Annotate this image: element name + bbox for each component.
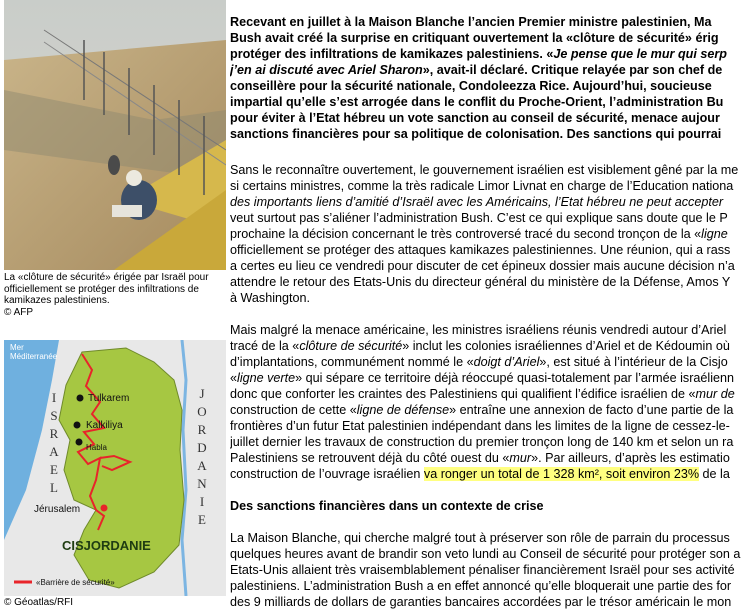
map-israel-letter: R (49, 426, 59, 441)
wall-construction-photo (4, 0, 226, 270)
map-jordan-letter: R (197, 422, 207, 437)
paragraph-line: officiellement se protéger des attaques kamikazes palestiniennes. Une réunion, qui a rass (230, 243, 731, 257)
map-city-habla: Habla (86, 443, 107, 452)
paragraph-line: à Washington. (230, 291, 311, 305)
map-legend-label: «Barrière de sécurité» (36, 578, 115, 587)
lead-line: protéger des infiltrations de kamikazes palestiniens. «Je pense que le mur qui serp (230, 47, 727, 61)
paragraph-line: quelques heures avant de brandir son veto lundi au Conseil de sécurité pour protéger son a (230, 547, 741, 561)
article-paragraph-3 (230, 530, 749, 609)
map-illustration (4, 340, 226, 596)
map-jordan-letter: J (199, 386, 205, 401)
photo-illustration (4, 0, 226, 270)
paragraph-line: veut surtout pas s’aliéner l’administration Bush. C’est ce qui explique sans doute que le P (230, 211, 728, 225)
paragraph-line: tracé de la «clôture de sécurité» inclut les colonies israéliennes d’Ariel et de Kédoumin où (230, 339, 730, 353)
lead-line: Recevant en juillet à la Maison Blanche l’ancien Premier ministre palestinien, Ma (230, 15, 712, 29)
paragraph-line: frontières d’un futur Etat palestinien indépendant dans les limites de la ligne de cessez-le- (230, 419, 730, 433)
paragraph-line: donc que conforter les craintes des Palestiniens qui qualifient l’édifice israélien de «mur de (230, 387, 735, 401)
map-jordan-letter: D (197, 440, 207, 455)
lead-line: Bush avait créé la surprise en critiquant ouvertement la «clôture de sécurité» érig (230, 31, 719, 45)
photo-caption-text: La «clôture de sécurité» érigée par Israël pour officiellement se protéger des infiltrations de kamikazes palestiniens. (4, 272, 209, 306)
photo-credit: © AFP (4, 306, 34, 318)
map-sea-label-2: Méditerranée (10, 352, 58, 361)
lead-line: pour éviter à l’Etat hébreu un vote sanction au conseil de sécurité, menace aujour (230, 111, 720, 125)
map-jordan-letter: A (197, 458, 207, 473)
map-city-jerusalem: Jérusalem (34, 504, 81, 515)
map-israel-letter: I (51, 390, 57, 405)
paragraph-line: prochaine la décision concernant le très controversé tracé du second tronçon de la «ligne (230, 227, 728, 241)
paragraph-line: «ligne verte» qui sépare ce territoire déjà réoccupé quasi-totalement par l’armée israélienn (230, 371, 735, 385)
paragraph-line: Palestiniens se retrouvent déjà du côté ouest du «mur». Par ailleurs, d’après les estimatio (230, 451, 730, 465)
article-paragraph-2 (230, 322, 749, 482)
map-jordan-letter: N (197, 476, 207, 491)
paragraph-line: Etats-Unis allaient très vraisemblablement pénaliser financièrement Israël pour ses activité (230, 563, 735, 577)
article-lead (230, 14, 749, 142)
paragraph-line: palestiniens. L’administration Bush a en effet annoncé qu’elle bloquerait une partie des for (230, 579, 732, 593)
paragraph-line: Sans le reconnaître ouvertement, le gouvernement israélien est visiblement gêné par la me (230, 163, 739, 177)
lead-line: j’en ai discuté avec Ariel Sharon», avait-il déclaré. Critique relayée par son chef de (230, 63, 723, 77)
photo-caption (4, 272, 222, 318)
paragraph-line: La Maison Blanche, qui cherche malgré tout à préserver son rôle de parrain du processus (230, 531, 730, 545)
map-credit: © Géoatlas/RFI (4, 597, 74, 608)
map-israel-letter: S (50, 408, 58, 423)
left-column (0, 0, 226, 609)
section-subheading: Des sanctions financières dans un contexte de crise (230, 499, 544, 513)
paragraph-line: si certains ministres, comme la très radicale Limor Livnat en charge de l’Education nationa (230, 179, 734, 193)
map-israel-letter: E (50, 462, 58, 477)
paragraph-line: des importants liens d’amitié d’Israël avec les Américains, l’Etat hébreu ne peut accepter (230, 195, 724, 209)
map-israel-letter: A (49, 444, 59, 459)
article-paragraph-1 (230, 162, 749, 306)
map-city-tulkarem: Tulkarem (88, 393, 130, 404)
map-israel-letter: L (50, 480, 58, 495)
lead-line: conseillère pour la sécurité nationale, Condoleezza Rice. Aujourd’hui, soucieuse (230, 79, 712, 93)
paragraph-line: a certes eu lieu ce vendredi pour discuter de cet épineux dossier mais aucune décision n’a (230, 259, 735, 273)
highlighted-text: va ronger un total de 1 328 km², soit environ 23% (423, 467, 700, 481)
lead-line: sanctions financières pour sa politique de colonisation. Des sanctions qui pourrai (230, 127, 722, 141)
paragraph-line: juillet dernier les travaux de construction du premier tronçon long de 140 km et selon un ra (230, 435, 734, 449)
map-jordan-letter: I (199, 494, 205, 509)
paragraph-line: attendre le retour des Etats-Unis du directeur général du ministère de la Défense, Amos Y (230, 275, 731, 289)
paragraph-line: construction de cette «ligne de défense» entraîne une annexion de facto d’une partie de la (230, 403, 734, 417)
paragraph-line: des 9 milliards de dollars de garanties bancaires accordées par le trésor américain le mon (230, 595, 732, 609)
map-city-kalkiliya: Kalkiliya (86, 420, 123, 431)
paragraph-line: construction de l’ouvrage israélien va ronger un total de 1 328 km², soit environ 23% de la (230, 467, 730, 481)
article-column (230, 0, 749, 609)
map-jordan-letter: O (197, 404, 207, 419)
map-region-label: CISJORDANIE (62, 538, 151, 553)
map-jordan-letter: E (198, 512, 206, 527)
paragraph-line: d’implantations, communément nommé le «doigt d’Ariel», est situé à l’intérieur de la Cisjo (230, 355, 728, 369)
lead-line: impartial qu’elle s’est arrogée dans le conflit du Proche-Orient, l’administration Bu (230, 95, 724, 109)
map-sea-label-1: Mer (10, 343, 24, 352)
paragraph-line: Mais malgré la menace américaine, les ministres israéliens réunis vendredi autour d’Ariel (230, 323, 727, 337)
cisjordanie-map (4, 340, 226, 596)
